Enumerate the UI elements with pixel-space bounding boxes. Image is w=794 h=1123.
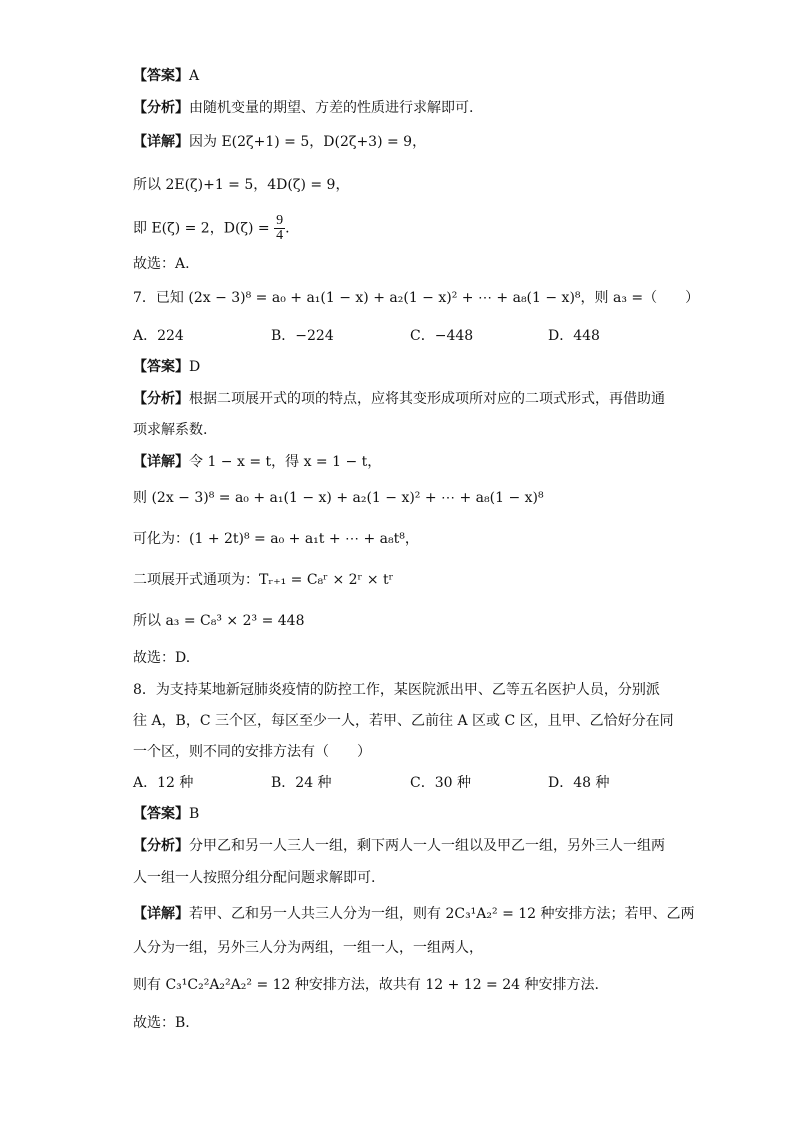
- q8-detail-line-3: 则有 C₃¹C₂²A₂²A₂² = 12 种安排方法，故共有 12 + 12 = 24 种安排方法.: [133, 977, 599, 993]
- detail-text: 令 1 − x = t，得 x = 1 − t，: [189, 454, 382, 470]
- question-7-stem: 7．已知 (2x − 3)⁸ = a₀ + a₁(1 − x) + a₂(1 − x)² + ⋯ + a₈(1 − x)⁸，则 a₃ =（ ）: [133, 290, 700, 306]
- q8-answer-line: [133, 804, 199, 824]
- detail-text-suffix: .: [285, 220, 290, 237]
- detail-label: 【详解】: [133, 134, 189, 150]
- q7-detail-line: [133, 452, 381, 472]
- detail-text: 因为 E(2ζ+1) = 5，D(2ζ+3) = 9，: [189, 134, 427, 150]
- answer-label: 【答案】: [133, 68, 189, 84]
- q7-detail-line-3: 可化为：(1 + 2t)⁸ = a₀ + a₁t + ⋯ + a₈t⁸，: [133, 531, 419, 547]
- q7-answer-line: [133, 357, 200, 377]
- q7-option-c: C．−448: [410, 328, 474, 344]
- answer-label: 【答案】: [133, 359, 189, 375]
- q8-option-c: C．30 种: [410, 775, 471, 791]
- question-8-stem-1: 8．为支持某地新冠肺炎疫情的防控工作，某医院派出甲、乙等五名医护人员，分别派: [133, 682, 660, 698]
- q8-choice-line: 故选：B.: [133, 1015, 190, 1031]
- q8-detail-line: [133, 904, 695, 924]
- detail-line-3: [133, 214, 290, 243]
- question-8-stem-2: 往 A，B，C 三个区，每区至少一人，若甲、乙前往 A 区或 C 区，且甲、乙恰好分在同: [133, 713, 674, 729]
- question-8-stem-3: 一个区，则不同的安排方法有（ ）: [133, 744, 371, 760]
- q8-detail-line-2: 人分为一组，另外三人分为两组，一组一人，一组两人，: [133, 940, 483, 956]
- detail-text: 若甲、乙和另一人共三人分为一组，则有 2C₃¹A₂² = 12 种安排方法；若甲、乙两: [189, 906, 695, 922]
- q7-analysis-line-2: 项求解系数.: [133, 422, 208, 438]
- answer-value: D: [189, 359, 201, 375]
- q8-option-d: D．48 种: [548, 775, 610, 791]
- analysis-label: 【分析】: [133, 100, 189, 116]
- analysis-line: [133, 98, 473, 118]
- analysis-label: 【分析】: [133, 838, 189, 854]
- analysis-text: 分甲乙和另一人三人一组，剩下两人一人一组以及甲乙一组，另外三人一组两: [189, 838, 665, 854]
- q8-option-b: B．24 种: [271, 775, 332, 791]
- detail-line: [133, 132, 426, 152]
- detail-text-prefix: 即 E(ζ) = 2，D(ζ) =: [133, 220, 270, 237]
- answer-value: A: [189, 68, 200, 84]
- q7-detail-line-4: 二项展开式通项为：Tᵣ₊₁ = C₈ʳ × 2ʳ × tʳ: [133, 572, 394, 588]
- q7-choice-line: 故选：D.: [133, 650, 191, 666]
- fraction-denominator: 4: [276, 228, 284, 243]
- q7-option-b: B．−224: [271, 328, 334, 344]
- q7-detail-line-2: 则 (2x − 3)⁸ = a₀ + a₁(1 − x) + a₂(1 − x)² + ⋯ + a₈(1 − x)⁸: [133, 490, 544, 506]
- analysis-text: 由随机变量的期望、方差的性质进行求解即可.: [189, 100, 474, 116]
- detail-label: 【详解】: [133, 906, 189, 922]
- q7-detail-line-5: 所以 a₃ = C₈³ × 2³ = 448: [133, 613, 305, 629]
- answer-value: B: [189, 806, 200, 822]
- detail-line-2: 所以 2E(ζ)+1 = 5，4D(ζ) = 9，: [133, 177, 350, 193]
- analysis-label: 【分析】: [133, 391, 189, 407]
- q8-analysis-line-2: 人一组一人按照分组分配问题求解即可.: [133, 870, 376, 886]
- fraction-numerator: 9: [276, 213, 284, 228]
- analysis-text: 根据二项展开式的项的特点，应将其变形成项所对应的二项式形式，再借助通: [189, 391, 665, 407]
- detail-label: 【详解】: [133, 454, 189, 470]
- q7-option-a: A．224: [133, 328, 184, 344]
- q8-analysis-line: [133, 836, 665, 856]
- q7-option-d: D．448: [548, 328, 600, 344]
- answer-line: [133, 66, 199, 86]
- fraction: [274, 214, 285, 243]
- q8-option-a: A．12 种: [133, 775, 194, 791]
- choice-line: 故选：A.: [133, 256, 190, 272]
- answer-label: 【答案】: [133, 806, 189, 822]
- q7-analysis-line: [133, 389, 665, 409]
